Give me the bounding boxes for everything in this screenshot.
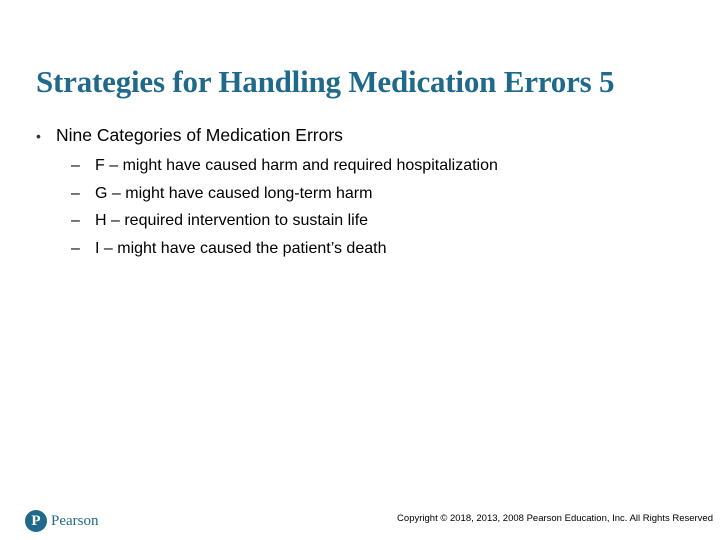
slide-title: Strategies for Handling Medication Errors 5 xyxy=(36,64,615,99)
pearson-logo-text: Pearson xyxy=(51,512,99,529)
main-bullet-text: Nine Categories of Medication Errors xyxy=(56,125,343,145)
copyright-notice: Copyright © 2018, 2013, 2008 Pearson Education, Inc. All Rights Reserved xyxy=(397,513,713,524)
sub-bullet-text: G – might have caused long-term harm xyxy=(95,184,373,202)
dash-marker: – xyxy=(71,212,80,229)
bullet-marker: • xyxy=(36,128,41,144)
sub-bullet-text: I – might have caused the patient’s death xyxy=(95,239,387,257)
sub-bullet-text: F – might have caused harm and required hospitalization xyxy=(95,157,498,174)
dash-marker: – xyxy=(71,239,80,257)
main-bullet xyxy=(36,125,498,151)
sub-bullet-item xyxy=(36,157,498,185)
pearson-logo xyxy=(25,510,99,532)
dash-marker: – xyxy=(71,157,80,174)
sub-bullet-item xyxy=(36,240,498,268)
sub-bullet-list xyxy=(36,157,498,267)
sub-bullet-item xyxy=(36,212,498,240)
dash-marker: – xyxy=(71,184,80,202)
sub-bullet-text: H – required intervention to sustain life xyxy=(95,212,369,229)
pearson-logo-icon: P xyxy=(25,510,47,532)
sub-bullet-item xyxy=(36,185,498,213)
slide-content xyxy=(36,125,498,267)
